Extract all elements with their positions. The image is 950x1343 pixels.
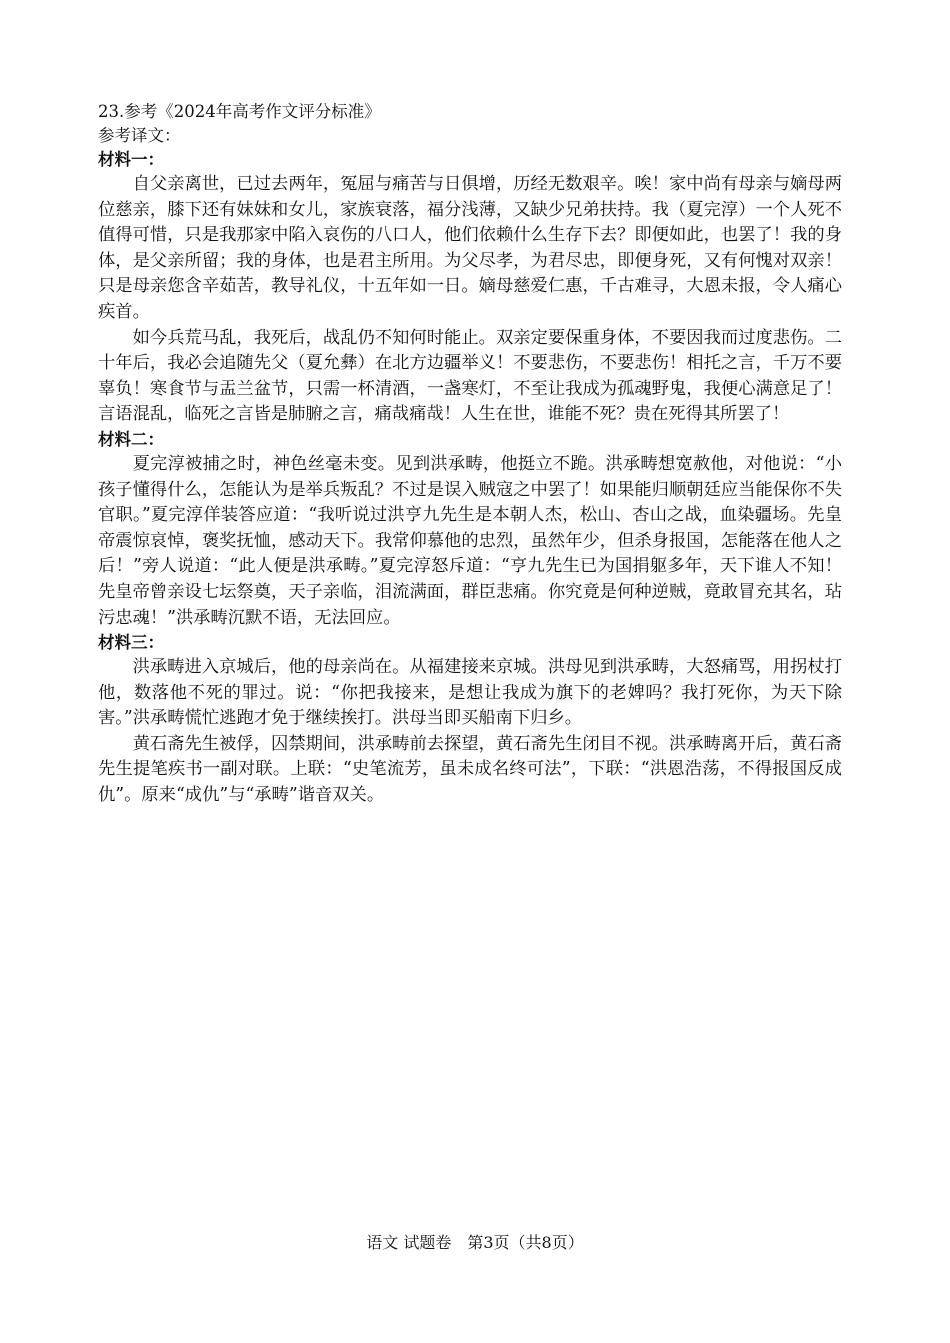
answer-content — [98, 100, 842, 809]
material-three-paragraph-2: 黄石斋先生被俘，囚禁期间，洪承畴前去探望，黄石斋先生闭目不视。洪承畴离开后，黄石斋先生提笔疾书一副对联。上联：“史笔流芳，虽未成名终可法”，下联：“洪恩浩荡，不得报国反成仇”。原来“成仇”与“承畴”谐音双关。 — [98, 733, 842, 806]
material-two-heading: 材料二： — [98, 429, 164, 449]
material-one-heading: 材料一： — [98, 150, 164, 169]
translation-label: 参考译文： — [98, 126, 181, 145]
question-reference-line: 23.参考《2024年高考作文评分标准》 — [98, 102, 381, 121]
material-three-heading: 材料三： — [98, 633, 164, 653]
material-two-paragraph-1: 夏完淳被捕之时，神色丝毫未变。见到洪承畴，他挺立不跪。洪承畴想宽赦他，对他说：“小孩子懂得什么，怎能认为是举兵叛乱？不过是误入贼寇之中罢了！如果能归顺朝廷应当能保你不失官职。”夏完淳佯装答应道：“我听说过洪亨九先生是本朝人杰，松山、杏山之战，血染疆场。先皇帝震惊哀悼，褒奖抚恤，感动天下。我常仰慕他的忠烈，虽然年少，但杀身报国，怎能落在他人之后！”旁人说道：“此人便是洪承畴。”夏完淳怒斥道：“亨九先生已为国捐躯多年，天下谁人不知！先皇帝曾亲设七坛祭奠，天子亲临，泪流满面，群臣悲痛。你究竟是何种逆贼，竟敢冒充其名，玷污忠魂！”洪承畴沉默不语，无法回应。 — [98, 453, 842, 628]
material-three-paragraph-1: 洪承畴进入京城后，他的母亲尚在。从福建接来京城。洪母见到洪承畴，大怒痛骂，用拐杖打他，数落他不死的罪过。说：“你把我接来，是想让我成为旗下的老婢吗？我打死你，为天下除害。”洪承畴慌忙逃跑才免于继续挨打。洪母当即买船南下归乡。 — [98, 657, 842, 729]
material-one-paragraph-2: 如今兵荒马乱，我死后，战乱仍不知何时能止。双亲定要保重身体，不要因我而过度悲伤。二十年后，我必会追随先父（夏允彝）在北方边疆举义！不要悲伤，不要悲伤！相托之言，千万不要辜负！寒食节与盂兰盆节，只需一杯清酒，一盏寒灯，不至让我成为孤魂野鬼，我便心满意足了！言语混乱，临死之言皆是肺腑之言，痛哉痛哉！人生在世，谁能不死？贵在死得其所罢了！ — [98, 327, 842, 425]
material-one-paragraph-1: 自父亲离世，已过去两年，冤屈与痛苦与日俱增，历经无数艰辛。唉！家中尚有母亲与嫡母两位慈亲，膝下还有妹妹和女儿，家族衰落，福分浅薄，又缺少兄弟扶持。我（夏完淳）一个人死不值得可惜，只是我那家中陷入哀伤的八口人，他们依赖什么生存下去？即便如此，也罢了！我的身体，是父亲所留；我的身体，也是君主所用。为父尽孝，为君尽忠，即便身死，又有何愧对双亲！只是母亲您含辛茹苦，教导礼仪，十五年如一日。嫡母慈爱仁惠，千古难寻，大恩未报，令人痛心疾首。 — [98, 174, 842, 322]
page-footer: 语文 试题卷 第3页（共8页） — [366, 1233, 584, 1252]
